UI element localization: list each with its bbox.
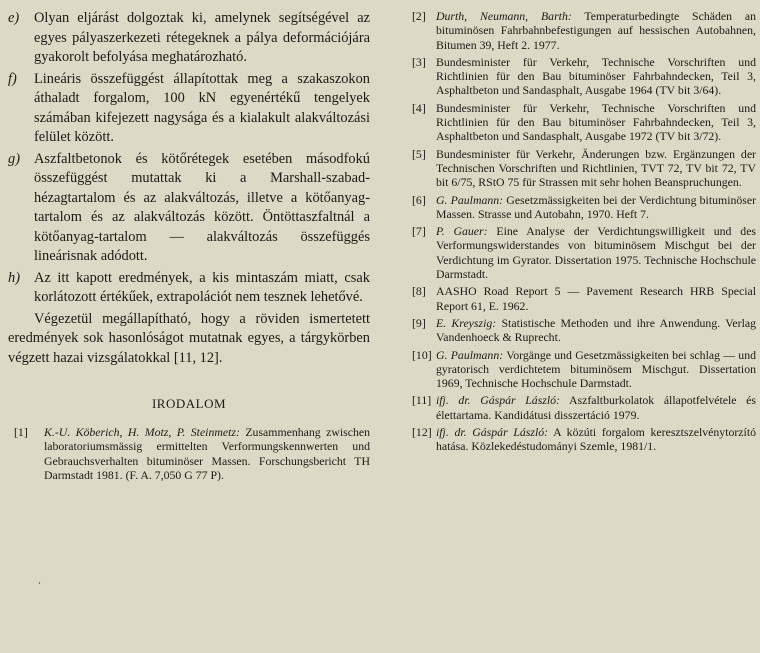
- reference-text: Bundesminister für Verkehr, Technische Vorschriften und Richtlinien für den Bau bituminöser Fahrbahndecken, Teil 3, Asphaltbeton und Sandasphalt, Ausgabe 1964 (TV bit 3/64).: [436, 54, 756, 98]
- reference-item: [412, 147, 756, 190]
- reference-item: [412, 425, 756, 454]
- reference-item: [412, 224, 756, 281]
- reference-authors: ifj. dr. Gáspár László:: [436, 425, 549, 440]
- reference-authors: G. Paulmann:: [436, 192, 504, 207]
- reference-text: Temperaturbedingte Schäden an bituminösen Fahrbahnbefestigungen auf hessischen Autobahnen, Bitumen 39, Heft 2. 1977.: [436, 9, 756, 52]
- reference-authors: ifj. dr. Gáspár László:: [436, 393, 560, 408]
- reference-number: [8]: [412, 284, 426, 299]
- finding-text: Az itt kapott eredmények, a kis mintaszám miatt, csak korlátozott értékűek, extrapolációt nem tesznek lehetővé.: [34, 269, 370, 305]
- reference-item: [412, 316, 756, 345]
- finding-text: Aszfaltbetonok és kötőrétegek esetében másodfokú összefüggést mutattak ki a Marshall-szabad-hézagtartalom és az alakváltozás, illetve a kötőanyag-tartalom és az alakváltozás között. Öntöttaszfaltnál a kötőanyag-tartalom — alakváltozás összefüggés lineárisnak adódott.: [34, 150, 370, 264]
- reference-number: [2]: [412, 9, 426, 23]
- finding-item: [8, 70, 370, 148]
- reference-item: [14, 425, 370, 482]
- reference-item: [412, 101, 756, 144]
- reference-number: [10]: [412, 347, 432, 362]
- right-column: [412, 9, 756, 457]
- finding-marker: f): [8, 70, 17, 87]
- reference-number: [12]: [412, 425, 432, 440]
- reference-text: Aszfaltburkolatok állapotfelvétele és élettartama. Kandidátusi disszertáció 1979.: [436, 393, 756, 422]
- reference-number: [11]: [412, 393, 432, 408]
- reference-authors: P. Gauer:: [436, 224, 488, 239]
- reference-number: [7]: [412, 224, 426, 239]
- reference-text: Gesetzmässigkeiten bei der Verdichtung bituminöser Massen. Strasse und Autobahn, 1970. Heft 7.: [436, 192, 757, 221]
- reference-number: [5]: [412, 146, 426, 161]
- reference-text: Vorgänge und Gesetzmässigkeiten bei schlag — und gyratorisch verdichtetem bituminösem Mischgut. Dissertation 1969, Technische Hochschule Darmstadt.: [436, 347, 756, 391]
- reference-authors: Durth, Neumann, Barth:: [436, 9, 572, 23]
- reference-body: [436, 393, 756, 422]
- reference-number: [9]: [412, 315, 426, 330]
- reference-authors: K.-U. Köberich, H. Motz, P. Steinmetz:: [44, 425, 240, 439]
- finding-text: Lineáris összefüggést állapítottak meg a szakaszokon áthaladt forgalom, 100 kN egyenértékű tengelyek számában kifejezett nagysága és a kialakult alakváltozási felület között.: [34, 70, 370, 145]
- conclusion-paragraph: Végezetül megállapítható, hogy a röviden ismertetett eredmények sok hasonlóságot mutatnak egyes, a tárgykörben végzett hazai vizsgálatokkal [11, 12].: [8, 310, 370, 366]
- reference-item: [412, 284, 756, 313]
- finding-marker: e): [8, 10, 20, 26]
- reference-text: Eine Analyse der Verdichtungswilligkeit und des Verformungswiderstandes von bituminösem Mischgut bei der Verdichtung im Gyrator. Dissertation 1975. Technische Hochschule Darmstadt.: [436, 224, 757, 282]
- reference-item: [412, 55, 756, 98]
- reference-body: [436, 316, 756, 345]
- references-heading: IRODALOM: [151, 396, 227, 411]
- finding-text: Olyan eljárást dolgoztak ki, amelynek segítségével az egyes pályaszerkezeti rétegeknek a pálya deformációjára gyakorolt befolyása meghatározható.: [34, 10, 370, 65]
- reference-text: Statistische Methoden und ihre Anwendung. Verlag Vandenhoeck & Ruprecht.: [436, 315, 757, 345]
- reference-body: [436, 101, 756, 144]
- reference-body: [436, 147, 756, 190]
- reference-item: [412, 348, 756, 391]
- reference-text: A közúti forgalom keresztszelvénytorzító hatása. Közlekedéstudományi Szemle, 1981/1.: [436, 425, 757, 454]
- reference-item: [412, 393, 756, 422]
- reference-number: [1]: [14, 425, 28, 439]
- reference-item: [412, 193, 756, 222]
- reference-body: [44, 425, 370, 482]
- reference-number: [6]: [412, 192, 426, 207]
- finding-item: [8, 150, 370, 267]
- reference-body: [436, 425, 756, 454]
- left-column: [8, 9, 370, 485]
- reference-body: [436, 193, 756, 222]
- reference-number: [3]: [412, 54, 426, 69]
- references-list-right: [412, 9, 756, 454]
- reference-body: [436, 55, 756, 98]
- reference-number: [4]: [412, 100, 426, 115]
- finding-marker: g): [8, 150, 20, 167]
- references-list-left: [8, 425, 370, 482]
- reference-body: [436, 348, 756, 391]
- findings-list: [8, 9, 370, 308]
- reference-body: [436, 224, 756, 281]
- finding-marker: h): [8, 269, 20, 286]
- reference-text: Zusammenhang zwischen laboratoriumsmässig ermittelten Verformungskennwerten und Gebrauchsverhalten bituminöser Massen. Forschungsbericht TH Darmstadt 1981. (F. A. 7,050 G 77 P).: [44, 425, 370, 482]
- reference-text: Bundesminister für Verkehr, Technische Vorschriften und Richtlinien für den Bau bituminöser Fahrbahndecken, Teil 3, Asphaltbeton und Sandasphalt, Ausgabe 1972 (TV bit 3/72).: [436, 100, 756, 144]
- reference-authors: E. Kreyszig:: [436, 315, 497, 330]
- reference-authors: G. Paulmann:: [436, 347, 504, 362]
- reference-text: Bundesminister für Verkehr, Änderungen bzw. Ergänzungen der Technischen Vorschriften und Richtlinien, TVT 72, TV bit 72, TV bit 6/75, RStO 75 für Strassen mit sehr hohen Beanspruchungen.: [436, 146, 756, 190]
- reference-body: [436, 284, 756, 313]
- finding-item: [8, 269, 370, 308]
- scan-speck-icon: ʻ: [38, 580, 41, 590]
- reference-body: [436, 9, 756, 52]
- reference-text: AASHO Road Report 5 — Pavement Research HRB Special Report 61, E. 1962.: [436, 284, 756, 313]
- finding-item: [8, 9, 370, 68]
- reference-item: [412, 9, 756, 52]
